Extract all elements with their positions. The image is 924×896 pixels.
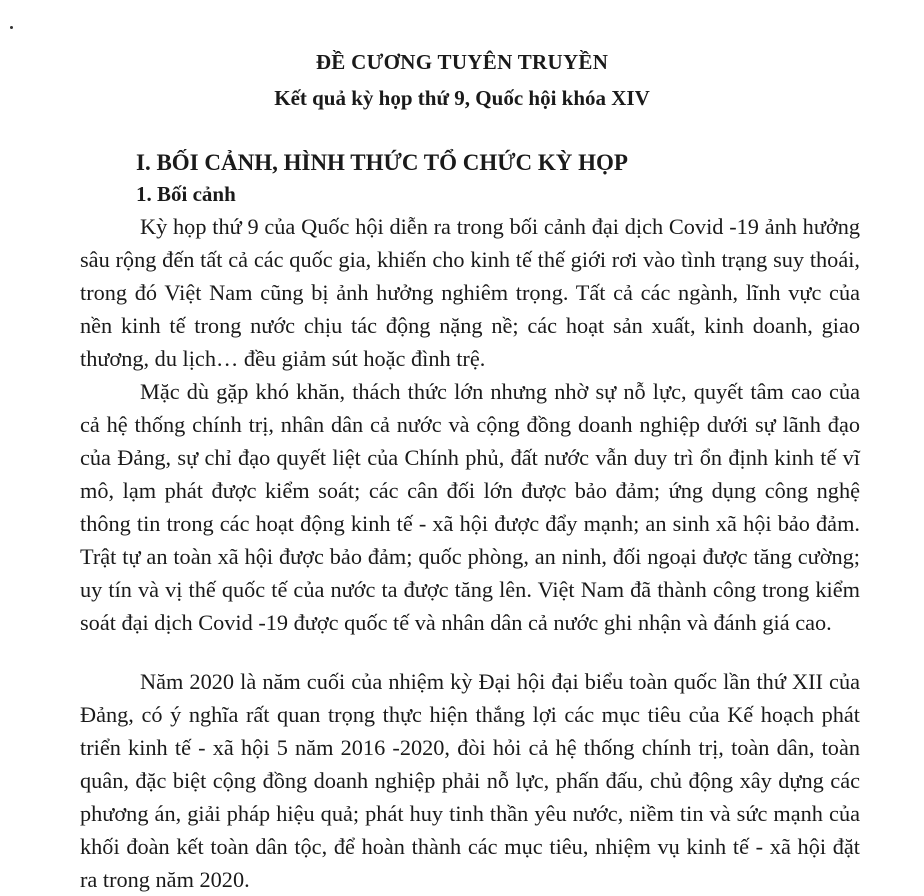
document-subtitle: Kết quả kỳ họp thứ 9, Quốc hội khóa XIV [274, 86, 650, 110]
document-title: ĐỀ CƯƠNG TUYÊN TRUYỀN [315, 50, 609, 74]
paragraph: Kỳ họp thứ 9 của Quốc hội diễn ra trong bối cảnh đại dịch Covid -19 ảnh hưởng sâu rộng đến tất cả các quốc gia, khiến cho kinh tế thế giới rơi vào tình trạng suy thoái, trong đó Việt Nam cũng bị ảnh hưởng nghiêm trọng. Tất cả các ngành, lĩnh vực của nền kinh tế trong nước chịu tác động nặng nề; các hoạt sản xuất, kinh doanh, giao thương, du lịch… đều giảm sút hoặc đình trệ. [80, 214, 860, 371]
section-heading: I. BỐI CẢNH, HÌNH THỨC TỔ CHỨC KỲ HỌP [136, 150, 628, 175]
subsection-heading: 1. Bối cảnh [136, 182, 236, 206]
paragraph: Năm 2020 là năm cuối của nhiệm kỳ Đại hội đại biểu toàn quốc lần thứ XII của Đảng, có ý nghĩa rất quan trọng thực hiện thắng lợi các mục tiêu của Kế hoạch phát triển kinh tế - xã hội 5 năm 2016 -2020, đòi hỏi cả hệ thống chính trị, toàn dân, toàn quân, đặc biệt cộng đồng doanh nghiệp phải nỗ lực, phấn đấu, chủ động xây dựng các phương án, giải pháp hiệu quả; phát huy tinh thần yêu nước, niềm tin và sức mạnh của khối đoàn kết toàn dân tộc, để hoàn thành các mục tiêu, nhiệm vụ kinh tế - xã hội đặt ra trong năm 2020. [80, 669, 860, 892]
paragraph: Mặc dù gặp khó khăn, thách thức lớn nhưng nhờ sự nỗ lực, quyết tâm cao của cả hệ thống chính trị, nhân dân cả nước và cộng đồng doanh nghiệp dưới sự lãnh đạo của Đảng, sự chỉ đạo quyết liệt của Chính phủ, đất nước vẫn duy trì ổn định kinh tế vĩ mô, lạm phát được kiểm soát; các cân đối lớn được bảo đảm; ứng dụng công nghệ thông tin trong các hoạt động kinh tế - xã hội được đẩy mạnh; an sinh xã hội bảo đảm. Trật tự an toàn xã hội được bảo đảm; quốc phòng, an ninh, đối ngoại được tăng cường; uy tín và vị thế quốc tế của nước ta được tăng lên. Việt Nam đã thành công trong kiểm soát đại dịch Covid -19 được quốc tế và nhân dân cả nước ghi nhận và đánh giá cao. [80, 379, 860, 635]
scan-speck [10, 26, 13, 29]
